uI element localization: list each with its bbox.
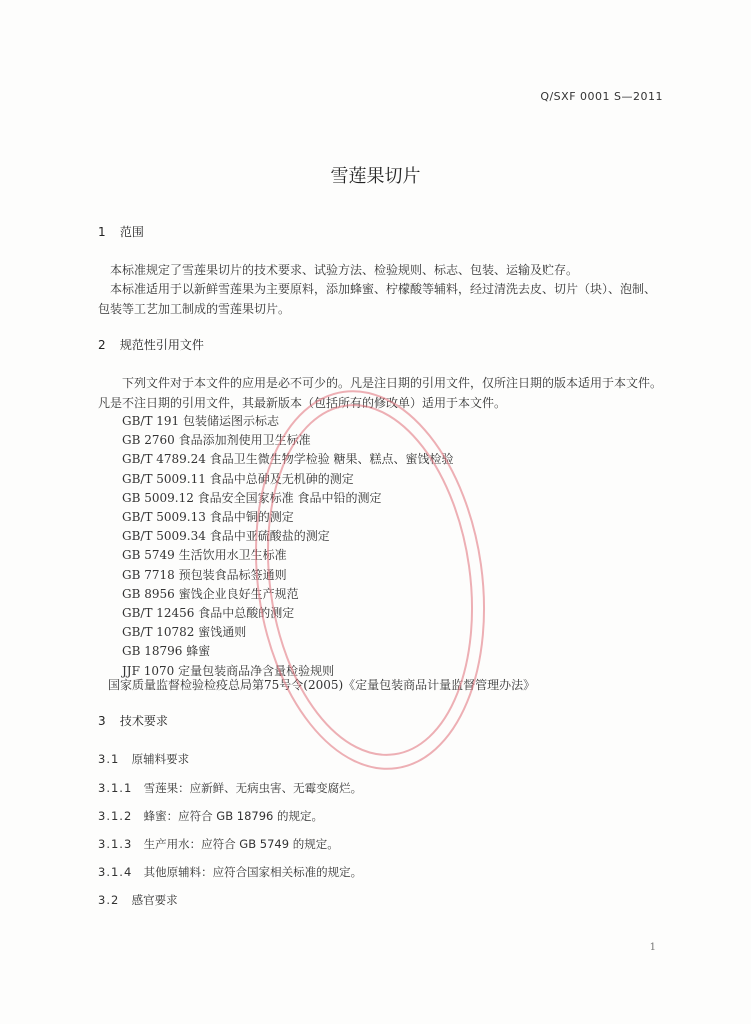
clause-text: 蜂蜜：应符合 GB 18796 的规定。 <box>143 809 324 823</box>
reference-item: GB 18796 蜂蜜 <box>122 644 211 659</box>
clause-number: 3.1.4 <box>98 865 133 879</box>
standard-code: Q/SXF 0001 S—2011 <box>540 90 663 103</box>
requirement-3-1-1 <box>98 780 665 796</box>
section-number: 1 <box>98 225 106 239</box>
section-title: 原辅料要求 <box>131 752 190 766</box>
reference-item: GB 2760 食品添加剂使用卫生标准 <box>122 433 311 448</box>
scope-paragraph-1: 本标准规定了雪莲果切片的技术要求、试验方法、检验规则、标志、包装、运输及贮存。 <box>110 263 579 277</box>
reference-item: GB/T 10782 蜜饯通则 <box>122 625 247 640</box>
reference-list <box>122 412 454 681</box>
reference-item: GB 8956 蜜饯企业良好生产规范 <box>122 586 299 601</box>
section-1-heading <box>98 223 665 240</box>
requirement-3-1-3 <box>98 836 665 852</box>
section-3-2-heading <box>98 892 665 908</box>
clause-text: 其他原辅料：应符合国家相关标准的规定。 <box>143 865 363 879</box>
section-number: 3.2 <box>98 893 120 907</box>
reference-item: GB/T 12456 食品中总酸的测定 <box>122 606 295 621</box>
reference-item: GB 7718 预包装食品标签通则 <box>122 567 287 582</box>
section-number: 2 <box>98 338 106 352</box>
clause-text: 生产用水：应符合 GB 5749 的规定。 <box>143 837 339 851</box>
reference-item: GB/T 5009.34 食品中亚硫酸盐的测定 <box>122 529 330 544</box>
section-number: 3 <box>98 714 106 728</box>
document-title: 雪莲果切片 <box>330 166 421 187</box>
clause-number: 3.1.2 <box>98 809 133 823</box>
reference-item: GB/T 5009.11 食品中总砷及无机砷的测定 <box>122 471 354 486</box>
clause-number: 3.1.1 <box>98 781 133 795</box>
reference-item: GB/T 5009.13 食品中铜的测定 <box>122 510 294 525</box>
reference-item: GB/T 191 包装储运图示标志 <box>122 414 279 428</box>
references-intro-paragraph: 下列文件对于本文件的应用是必不可少的。凡是注日期的引用文件，仅所注日期的版本适用于本文件。凡是不注日期的引用文件，其最新版本（包括所有的修改单）适用于本文件。 <box>98 376 663 410</box>
clause-number: 3.1.3 <box>98 837 133 851</box>
reference-item: GB 5749 生活饮用水卫生标准 <box>122 548 287 563</box>
section-title: 感官要求 <box>131 893 178 907</box>
scope-paragraph-2: 本标准适用于以新鲜雪莲果为主要原料，添加蜂蜜、柠檬酸等辅料，经过清洗去皮、切片（块）、泡制、包装等工艺加工制成的雪莲果切片。 <box>98 282 657 316</box>
section-title: 范围 <box>119 225 144 239</box>
section-title: 规范性引用文件 <box>119 338 204 352</box>
clause-text: 雪莲果：应新鲜、无病虫害、无霉变腐烂。 <box>143 781 363 795</box>
section-2-heading <box>98 336 665 353</box>
section-3-heading <box>98 712 665 729</box>
section-3-1-heading <box>98 751 665 767</box>
reference-item: GB/T 4789.24 食品卫生微生物学检验 糖果、糕点、蜜饯检验 <box>122 452 454 467</box>
section-number: 3.1 <box>98 752 120 766</box>
reference-item: JJF 1070 定量包装商品净含量检验规则 <box>122 663 335 678</box>
requirement-3-1-2 <box>98 808 665 824</box>
section-title: 技术要求 <box>119 714 168 728</box>
reference-note: 国家质量监督检验检疫总局第75号令(2005)《定量包装商品计量监督管理办法》 <box>108 678 536 692</box>
reference-item: GB 5009.12 食品安全国家标准 食品中铅的测定 <box>122 490 382 505</box>
requirement-3-1-4 <box>98 864 665 880</box>
page-number: 1 <box>649 942 656 953</box>
